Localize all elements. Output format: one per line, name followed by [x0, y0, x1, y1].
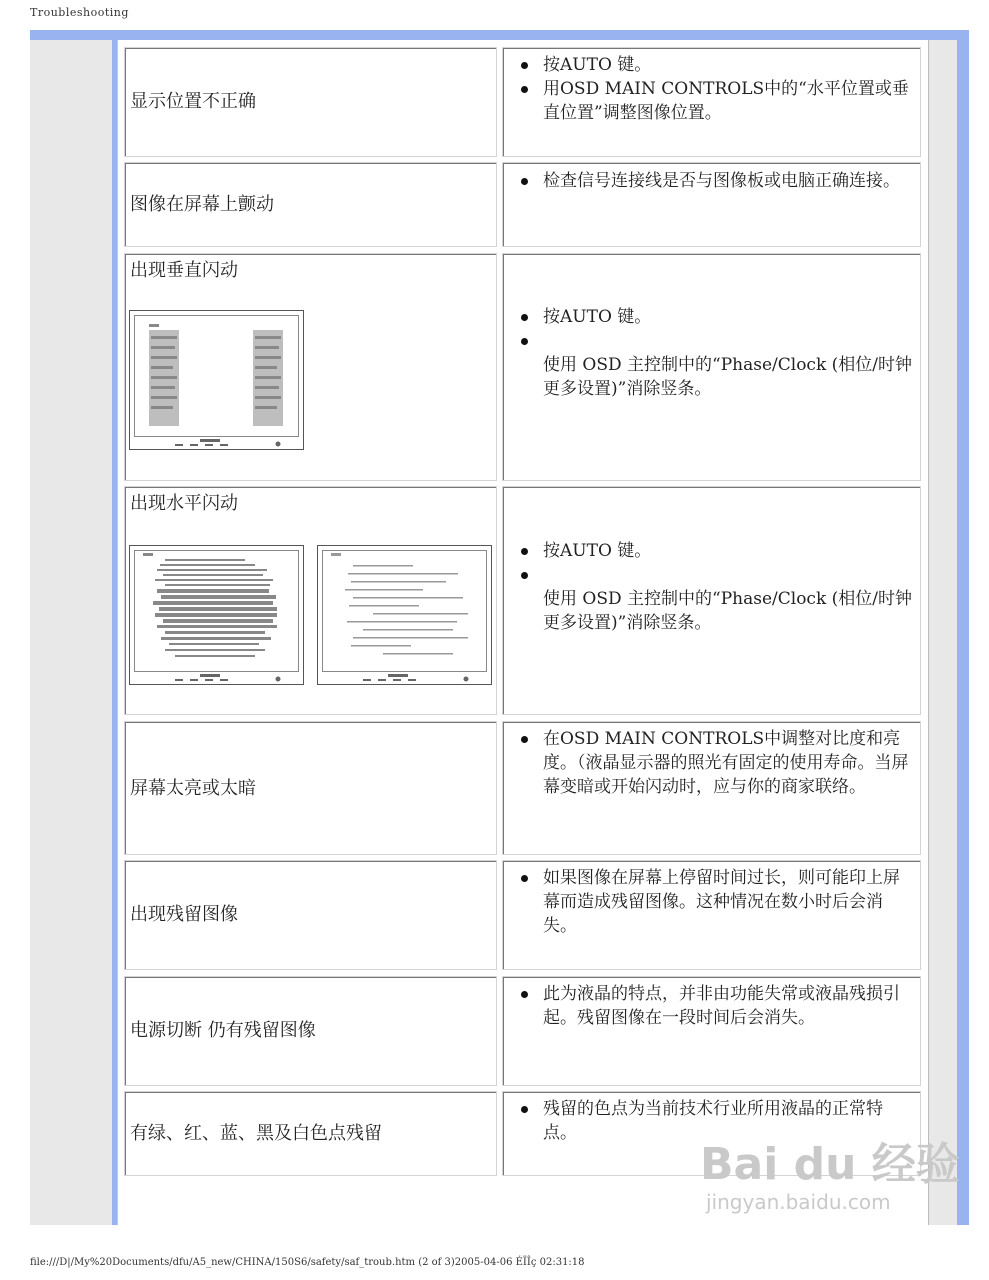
left-panel: [30, 40, 112, 1225]
problem-cell: [124, 253, 497, 481]
problem-text: 屏幕太亮或太暗: [130, 778, 256, 799]
table-row: [124, 860, 921, 970]
monitor-screen: [322, 550, 487, 672]
horizontal-flicker-illustration-b: [317, 545, 492, 685]
solution-note: 使用 OSD 主控制中的“Phase/Clock (相位/时钟更多设置)”消除竖条。: [543, 589, 913, 633]
problem-cell: [124, 1091, 497, 1176]
horizontal-lines-graphic: [323, 551, 486, 671]
list-item: 如果图像在屏幕上停留时间过长，则可能印上屏幕而造成残留图像。这种情况在数小时后会消失。: [543, 866, 913, 938]
list-item: 按AUTO 键。: [543, 305, 913, 329]
solution-note: 使用 OSD 主控制中的“Phase/Clock (相位/时钟更多设置)”消除竖条。: [543, 355, 913, 399]
problem-text: 出现水平闪动: [130, 493, 238, 514]
solution-cell: [502, 860, 921, 970]
problem-text: 电源切断 仍有残留图像: [130, 1020, 316, 1041]
problem-cell: [124, 976, 497, 1086]
list-item: [543, 563, 913, 587]
table-row: [124, 253, 921, 481]
list-item: 用OSD MAIN CONTROLS中的“水平位置或垂直位置”调整图像位置。: [543, 77, 913, 125]
horizontal-flicker-illustration-a: [129, 545, 304, 685]
vertical-bars-graphic: [135, 316, 298, 436]
solution-list: [543, 539, 913, 587]
problem-text: 图像在屏幕上颤动: [130, 194, 274, 215]
problem-cell: [124, 721, 497, 855]
table-row: [124, 486, 921, 715]
page-header: Troubleshooting: [30, 6, 129, 19]
table-row: [124, 47, 921, 157]
solution-list: [543, 305, 913, 353]
list-item: 按AUTO 键。: [543, 53, 913, 77]
monitor-base-graphic: [130, 672, 301, 684]
monitor-base-graphic: [130, 437, 301, 449]
monitor-screen: [134, 315, 299, 437]
page-footer: file:///D|/My%20Documents/dfu/A5_new/CHINA/150S6/safety/saf_troub.htm (2 of 3)2005-04-06 ÉÏÎç 02:31:18: [30, 1257, 585, 1268]
list-item: 按AUTO 键。: [543, 539, 913, 563]
problem-text: 显示位置不正确: [130, 91, 256, 112]
horizontal-lines-graphic: [135, 551, 298, 671]
solution-cell: [502, 976, 921, 1086]
solution-cell: [502, 162, 921, 247]
problem-cell: [124, 486, 497, 715]
baidu-watermark: [700, 1140, 960, 1214]
solution-list: [543, 1097, 913, 1145]
solution-list: [543, 866, 913, 938]
watermark-logo-text: Bai du 经验: [700, 1139, 960, 1190]
problem-cell: [124, 860, 497, 970]
table-row: [124, 976, 921, 1086]
table-row: [124, 721, 921, 855]
solution-cell: [502, 47, 921, 157]
table-row: [124, 162, 921, 247]
list-item: 残留的色点为当前技术行业所用液晶的正常特点。: [543, 1097, 913, 1145]
problem-text: 出现垂直闪动: [130, 260, 238, 281]
problem-cell: [124, 47, 497, 157]
solution-cell: [502, 721, 921, 855]
monitor-screen: [134, 550, 299, 672]
solution-list: [543, 727, 913, 799]
list-item: [543, 329, 913, 353]
solution-list: [543, 53, 913, 125]
vertical-flicker-illustration: [129, 310, 304, 450]
solution-list: [543, 169, 913, 193]
solution-cell: [502, 486, 921, 715]
monitor-base-graphic: [318, 672, 489, 684]
problem-cell: [124, 162, 497, 247]
solution-list: [543, 982, 913, 1030]
solution-cell: [502, 253, 921, 481]
list-item: 此为液晶的特点，并非由功能失常或液晶残损引起。残留图像在一段时间后会消失。: [543, 982, 913, 1030]
list-item: 在OSD MAIN CONTROLS中调整对比度和亮度。（液晶显示器的照光有固定的使用寿命。当屏幕变暗或开始闪动时，应与你的商家联络。: [543, 727, 913, 799]
problem-text: 有绿、红、蓝、黑及白色点残留: [130, 1123, 382, 1144]
watermark-url: jingyan.baidu.com: [706, 1190, 891, 1214]
scrollbar-strip[interactable]: [929, 40, 957, 1225]
problem-text: 出现残留图像: [130, 904, 238, 925]
list-item: 检查信号连接线是否与图像板或电脑正确连接。: [543, 169, 913, 193]
